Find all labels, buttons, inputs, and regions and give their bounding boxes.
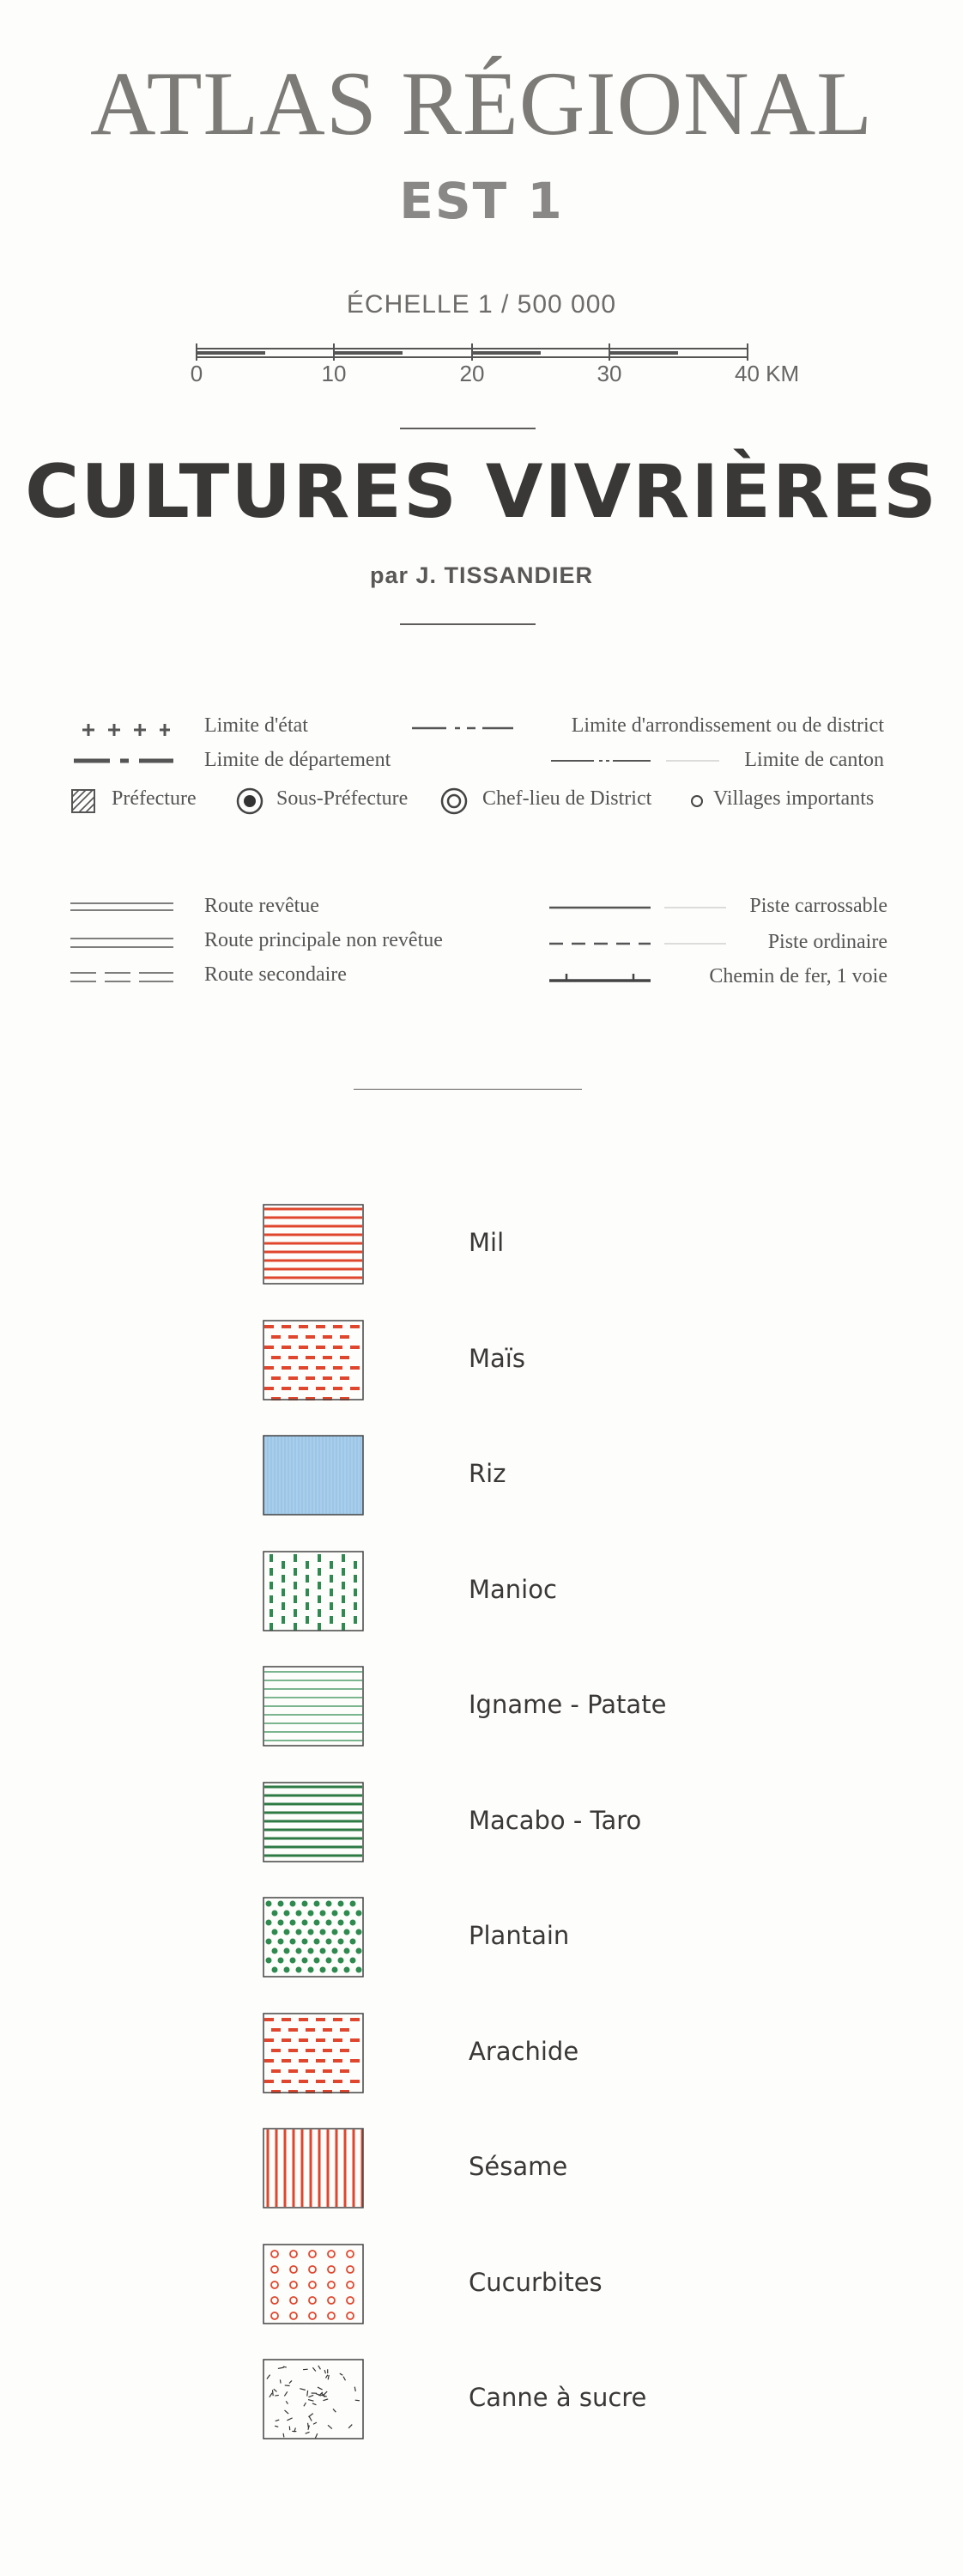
crop-label: Manioc: [469, 1575, 557, 1604]
atlas-subtitle: EST 1: [399, 172, 564, 230]
department-boundary-symbol: [72, 752, 175, 769]
crop-swatch: [263, 1320, 364, 1400]
piste-ordinaire-symbol: [549, 939, 730, 948]
crop-swatch: [263, 2128, 364, 2208]
author-line: par J. TISSANDIER: [369, 562, 594, 588]
state-boundary-symbol: [77, 717, 172, 743]
scale-bar: [185, 337, 802, 388]
legend-sous-prefecture: Sous-Préfecture: [276, 787, 409, 810]
legend-villages: Villages importants: [713, 787, 875, 810]
legend-piste-carrossable: Piste carrossable: [749, 895, 887, 917]
route-secondaire-symbol: [70, 970, 173, 984]
divider-1: [400, 428, 536, 429]
legend-limite-arrondissement: Limite d'arrondissement ou de district: [571, 714, 884, 737]
crop-swatch: [263, 1204, 364, 1285]
route-revetue-symbol: [70, 900, 173, 914]
sous-prefecture-icon: [235, 787, 264, 816]
crop-label: Mil: [469, 1228, 505, 1257]
crop-label: Canne à sucre: [469, 2383, 647, 2412]
canton-boundary-symbol: [549, 754, 721, 768]
crop-label: Cucurbites: [469, 2268, 603, 2297]
legend-limite-canton: Limite de canton: [744, 749, 884, 771]
legend-piste-ordinaire: Piste ordinaire: [767, 931, 887, 953]
prefecture-icon: [70, 788, 96, 814]
legend-chef-lieu: Chef-lieu de District: [482, 787, 652, 810]
chemin-de-fer-symbol: [549, 969, 652, 986]
legend-route-revetue: Route revêtue: [204, 895, 319, 917]
divider-3: [354, 1089, 582, 1090]
scale-tick-20: 20: [459, 361, 485, 386]
crop-swatch: [263, 2244, 364, 2324]
legend-limite-departement: Limite de département: [204, 749, 391, 771]
crop-label: Maïs: [469, 1344, 525, 1373]
crop-label: Riz: [469, 1459, 506, 1488]
scale-label: ÉCHELLE 1 / 500 000: [346, 290, 617, 319]
crop-swatch: [263, 2013, 364, 2093]
scale-tick-10: 10: [321, 361, 347, 386]
scale-tick-0: 0: [190, 361, 203, 386]
scale-tick-40: 40 KM: [735, 361, 800, 386]
arrondissement-boundary-symbol: [410, 720, 515, 737]
crop-label: Plantain: [469, 1921, 570, 1950]
legend-route-principale: Route principale non revêtue: [204, 929, 443, 951]
crop-swatch: [263, 1551, 364, 1631]
divider-2: [400, 623, 536, 625]
legend-route-secondaire: Route secondaire: [204, 963, 347, 986]
route-principale-symbol: [70, 936, 173, 950]
crop-swatch: [263, 2359, 364, 2439]
legend-prefecture: Préfecture: [112, 787, 197, 810]
legend-limite-etat: Limite d'état: [204, 714, 308, 737]
piste-carrossable-symbol: [549, 903, 730, 912]
crop-swatch: [263, 1782, 364, 1862]
chef-lieu-icon: [439, 787, 469, 816]
crop-label: Macabo - Taro: [469, 1806, 642, 1835]
legend-chemin-de-fer: Chemin de fer, 1 voie: [709, 965, 887, 987]
scale-tick-30: 30: [597, 361, 622, 386]
crop-label: Sésame: [469, 2152, 568, 2181]
crop-swatch: [263, 1897, 364, 1978]
village-icon: [689, 793, 705, 809]
crop-swatch: [263, 1666, 364, 1747]
atlas-title: ATLAS RÉGIONAL: [90, 53, 873, 154]
crop-swatch: [263, 1435, 364, 1516]
crop-label: Igname - Patate: [469, 1690, 667, 1719]
crop-label: Arachide: [469, 2037, 579, 2066]
theme-title: CULTURES VIVRIÈRES: [25, 449, 938, 535]
